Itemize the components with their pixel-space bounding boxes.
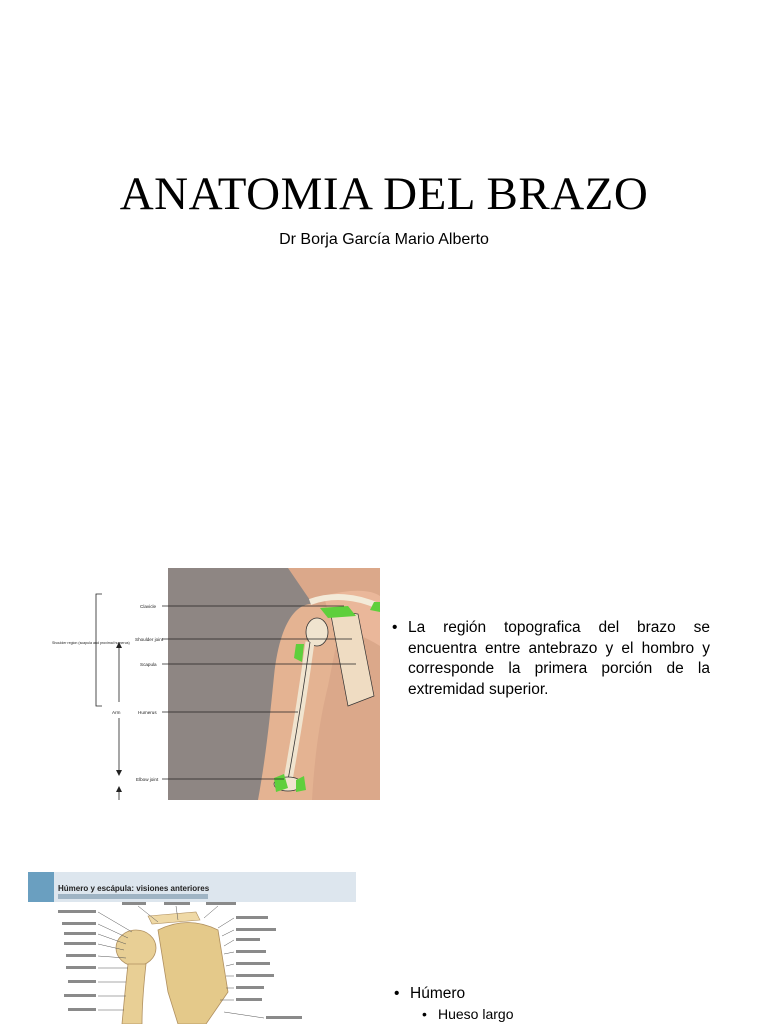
label-shoulder-region: Shoulder region (scapula and proximal humerus) xyxy=(52,641,130,645)
humerus-bullets xyxy=(394,984,724,1024)
humerus-scapula-figure xyxy=(28,872,356,1024)
scapula-bone xyxy=(158,923,228,1024)
label-shoulder-joint: Shoulder joint xyxy=(135,637,164,642)
humerus-scapula-illustration xyxy=(28,872,356,1024)
label-humerus: Humerus xyxy=(138,710,157,715)
sub-bullet-list xyxy=(410,1004,724,1024)
figure-header-title: Húmero y escápula: visiones anteriores xyxy=(58,884,210,893)
bullet-item xyxy=(394,984,724,1024)
sub-bullet-item: • Hueso largo xyxy=(422,1004,724,1024)
label-clavicle: Clavicle xyxy=(140,604,157,609)
humerus-shaft xyxy=(122,964,146,1024)
arm-region-slide xyxy=(0,520,768,820)
label-elbow-joint: Elbow joint xyxy=(136,777,159,782)
humerus-slide xyxy=(0,820,768,1024)
bullet-item: • La región topografica del brazo se encuentra entre antebrazo y el hombro y corresponde la primera porción de la extremidad superior. xyxy=(392,618,710,700)
arm-region-bullets xyxy=(392,618,710,700)
label-scapula: Scapula xyxy=(140,662,157,667)
figure-header-accent xyxy=(28,872,54,902)
slide-subtitle: Dr Borja García Mario Alberto xyxy=(279,231,489,248)
slide-title: ANATOMIA DEL BRAZO xyxy=(119,168,649,220)
humeral-head xyxy=(306,618,328,646)
bullet-text: Húmero xyxy=(410,985,466,1002)
arm-anatomy-figure xyxy=(52,566,382,802)
clavicle-bone xyxy=(148,912,200,924)
figure-header-subline xyxy=(58,894,208,899)
label-arm: Arm xyxy=(112,710,121,715)
arm-anatomy-illustration xyxy=(52,566,382,802)
